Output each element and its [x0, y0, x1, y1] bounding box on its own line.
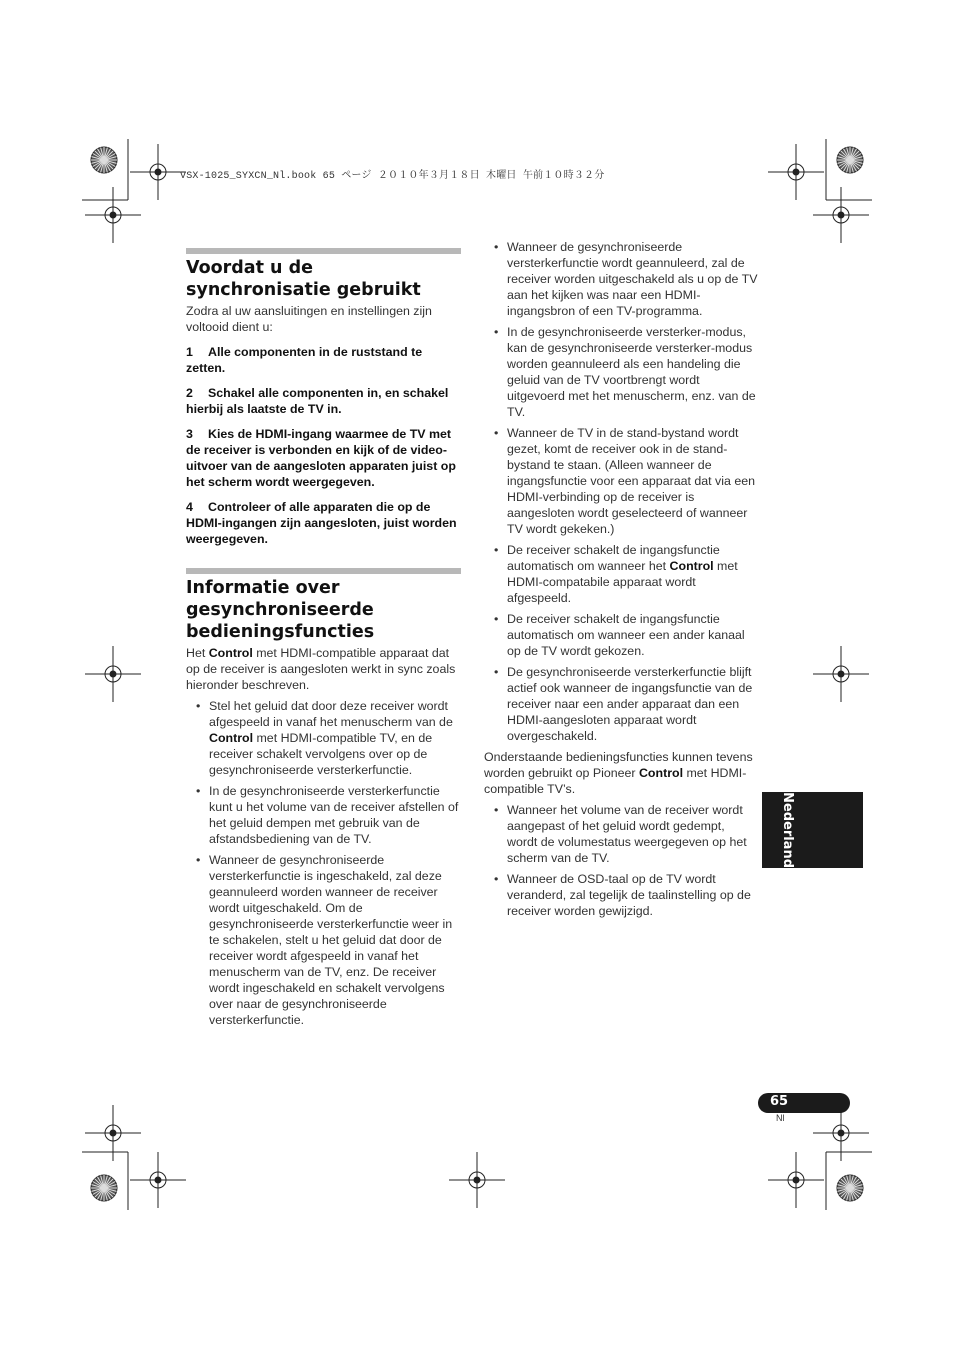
step-item: 1 Alle componenten in de ruststand te zetten. [186, 345, 423, 375]
right-column [484, 239, 758, 924]
list-item: • Wanneer de OSD-taal op de TV wordt veranderd, zal tegelijk de taalinstelling op de receiver worden gewijzigd. [484, 871, 758, 919]
language-tab [762, 792, 863, 876]
section-intro: Zodra al uw aansluitingen en instellingen zijn voltooid dient u: [186, 304, 432, 334]
print-header-line: VSX-1025_SYXCN_Nl.book 65 ページ ２０１０年３月１８日 木曜日 午前１０時３２分 [180, 171, 605, 182]
registration-target-dot [474, 1177, 480, 1183]
registration-target-dot [155, 1177, 161, 1183]
list-item: • Wanneer de gesynchroniseerde versterkerfunctie wordt geannuleerd, zal de receiver worden uitgeschakeld als u op de TV aan het kijken was naar een HDMI-ingangsbron of een TV-programma. [484, 239, 758, 319]
language-code: Nl [776, 1113, 785, 1123]
list-item: • Wanneer de gesynchroniseerde versterkerfunctie is ingeschakeld, zal deze geannuleerd worden wanneer de receiver wordt uitgeschakeld. Om de gesynchroniseerde versterkerfunctie weer in te schakelen, stelt u het geluid dat door de receiver wordt afgespeeld in vanaf het menuscherm van de TV, enz. De receiver wordt ingeschakeld en schakelt vervolgens over naar de gesynchroniseerde versterkerfunctie. [186, 852, 461, 1028]
paragraph: Onderstaande bedieningsfuncties kunnen tevens worden gebruikt op Pioneer Control met HDMI-compatible TV’s. [484, 750, 753, 796]
registration-target-dot [110, 212, 116, 218]
registration-target-dot [110, 1130, 116, 1136]
registration-target-dot [110, 671, 116, 677]
language-tab-label: Nederlands [780, 792, 795, 876]
list-item: • Wanneer de TV in de stand-bystand wordt gezet, komt de receiver ook in de stand-bystand te staan. (Alleen wanneer de ingangsfunctie voor een apparaat dat via een HDMI-verbinding op de receiver is aangesloten wordt geselecteerd of wanneer TV wordt gekeken.) [484, 425, 758, 537]
registration-target-dot [838, 1130, 844, 1136]
bullet-list [186, 698, 461, 1028]
list-item: • Stel het geluid dat door deze receiver wordt afgespeeld in vanaf het menuscherm van de Control met HDMI-compatible TV, en de receiver schakelt vervolgens over op de gesynchroniseerde versterkerfunctie. [186, 698, 461, 778]
list-item: • In de gesynchroniseerde versterkerfunctie kunt u het volume van de receiver afstellen of het geluid dempen met gebruik van de afstandsbediening van de TV. [186, 783, 461, 847]
list-item: • Wanneer het volume van de receiver wordt aangepast of het geluid wordt gedempt, wordt de volumestatus weergegeven op het scherm van de TV. [484, 802, 758, 866]
registration-target-dot [838, 212, 844, 218]
section-rule [186, 248, 461, 254]
step-item: 2 Schakel alle componenten in, en schakel hierbij als laatste de TV in. [186, 386, 449, 416]
step-list [186, 344, 461, 547]
bullet-list [484, 239, 758, 744]
section-intro: Het Control met HDMI-compatible apparaat dat op de receiver is aangesloten werkt in sync zoals hieronder beschreven. [186, 646, 456, 692]
list-item: • De gesynchroniseerde versterkerfunctie blijft actief ook wanneer de ingangsfunctie van de receiver naar een ander apparaat dan een HDMI-aangesloten apparaat wordt overgeschakeld. [484, 664, 758, 744]
registration-target-dot [155, 169, 161, 175]
list-item: • De receiver schakelt de ingangsfunctie automatisch om wanneer een ander kanaal op de TV wordt gekozen. [484, 611, 758, 659]
step-item: 4 Controleer of alle apparaten die op de HDMI-ingangen zijn aangesloten, juist worden weergegeven. [186, 500, 457, 546]
registration-target-dot [793, 1177, 799, 1183]
page-number-badge [758, 1093, 850, 1113]
section-title: Informatie over gesynchroniseerde bedieningsfuncties [186, 578, 375, 642]
section-title: Voordat u de synchronisatie gebruikt [186, 258, 421, 300]
section-rule [186, 568, 461, 574]
section-voordat [186, 257, 461, 547]
page-number: 65 [770, 1094, 789, 1109]
bullet-list [484, 802, 758, 919]
list-item: • De receiver schakelt de ingangsfunctie automatisch om wanneer het Control met HDMI-compatabile apparaat wordt afgespeeld. [484, 542, 758, 606]
list-item: • In de gesynchroniseerde versterker-modus, kan de gesynchroniseerde versterker-modus worden geannuleerd als een handeling die geluid van de TV voortbrengt wordt uitgevoerd met het menuscherm, enz. van de TV. [484, 324, 758, 420]
registration-target-dot [793, 169, 799, 175]
section-informatie [186, 577, 461, 1033]
registration-target-dot [838, 671, 844, 677]
step-item: 3 Kies de HDMI-ingang waarmee de TV met de receiver is verbonden en kijk of de video-uitvoer van de aangesloten apparaten juist op het scherm wordt weergegeven. [186, 427, 456, 489]
